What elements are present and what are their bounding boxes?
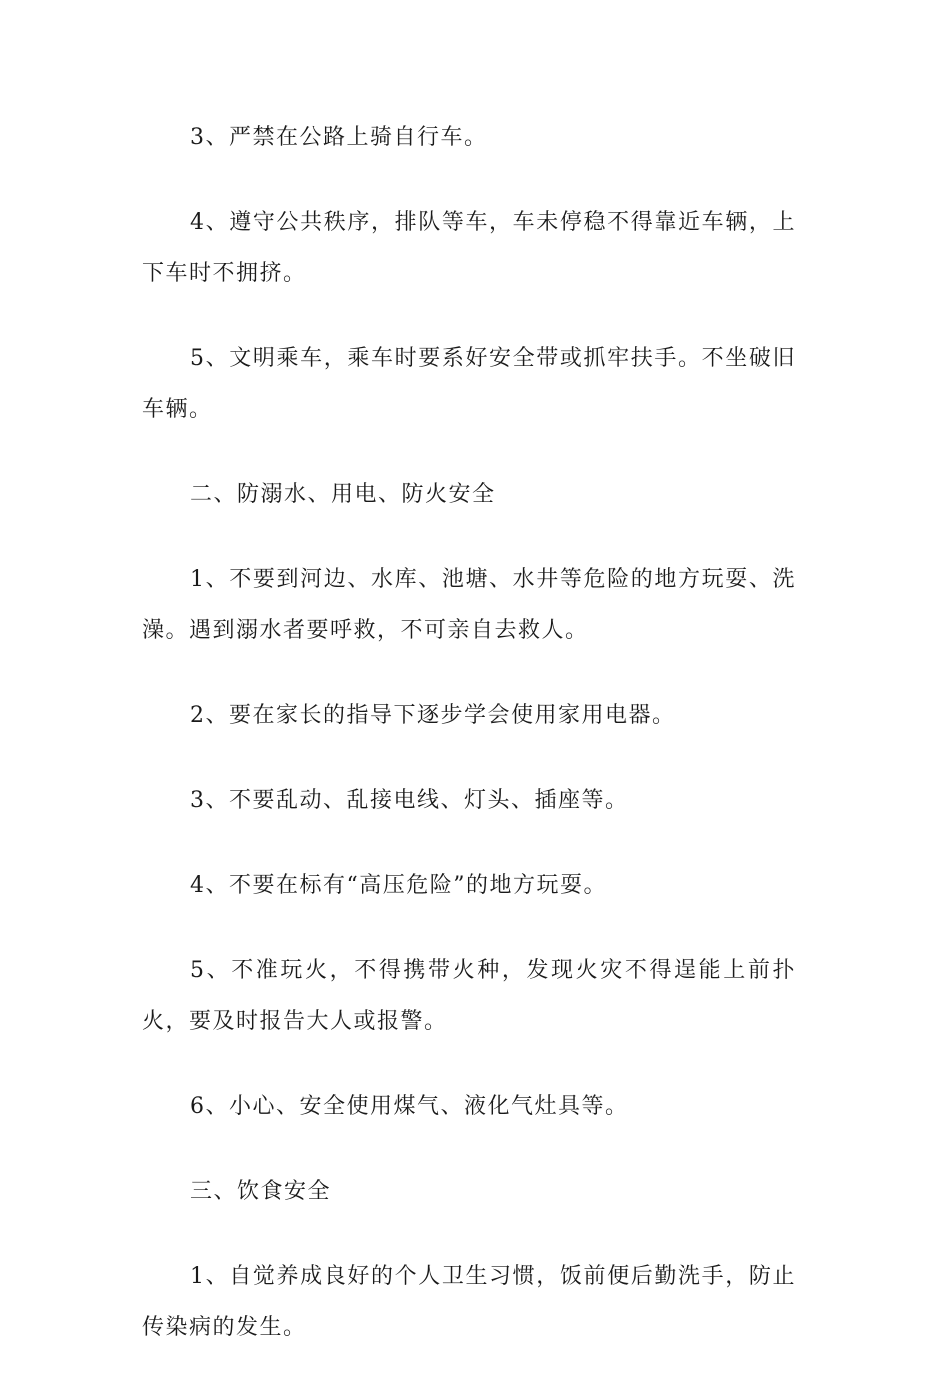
paragraph-item: 1、不要到河边、水库、池塘、水井等危险的地方玩耍、洗澡。遇到溺水者要呼救，不可亲自去救人。 bbox=[142, 567, 796, 643]
paragraph-item: 6、小心、安全使用煤气、液化气灶具等。 bbox=[190, 1094, 629, 1119]
section-heading: 三、饮食安全 bbox=[190, 1179, 332, 1204]
paragraph-item: 2、要在家长的指导下逐步学会使用家用电器。 bbox=[190, 703, 676, 728]
paragraph-item: 1、自觉养成良好的个人卫生习惯，饭前便后勤洗手，防止传染病的发生。 bbox=[142, 1264, 796, 1340]
document-body bbox=[142, 112, 796, 1387]
paragraph-item: 5、不准玩火，不得携带火种，发现火灾不得逞能上前扑火，要及时报告大人或报警。 bbox=[142, 958, 796, 1034]
paragraph-item: 4、遵守公共秩序，排队等车，车未停稳不得靠近车辆，上下车时不拥挤。 bbox=[142, 210, 796, 286]
paragraph-item: 3、严禁在公路上骑自行车。 bbox=[190, 125, 488, 150]
paragraph-item: 5、文明乘车，乘车时要系好安全带或抓牢扶手。不坐破旧车辆。 bbox=[142, 346, 796, 422]
paragraph-item: 4、不要在标有“高压危险”的地方玩耍。 bbox=[190, 873, 607, 898]
paragraph-item: 3、不要乱动、乱接电线、灯头、插座等。 bbox=[190, 788, 629, 813]
section-heading: 二、防溺水、用电、防火安全 bbox=[190, 482, 496, 507]
